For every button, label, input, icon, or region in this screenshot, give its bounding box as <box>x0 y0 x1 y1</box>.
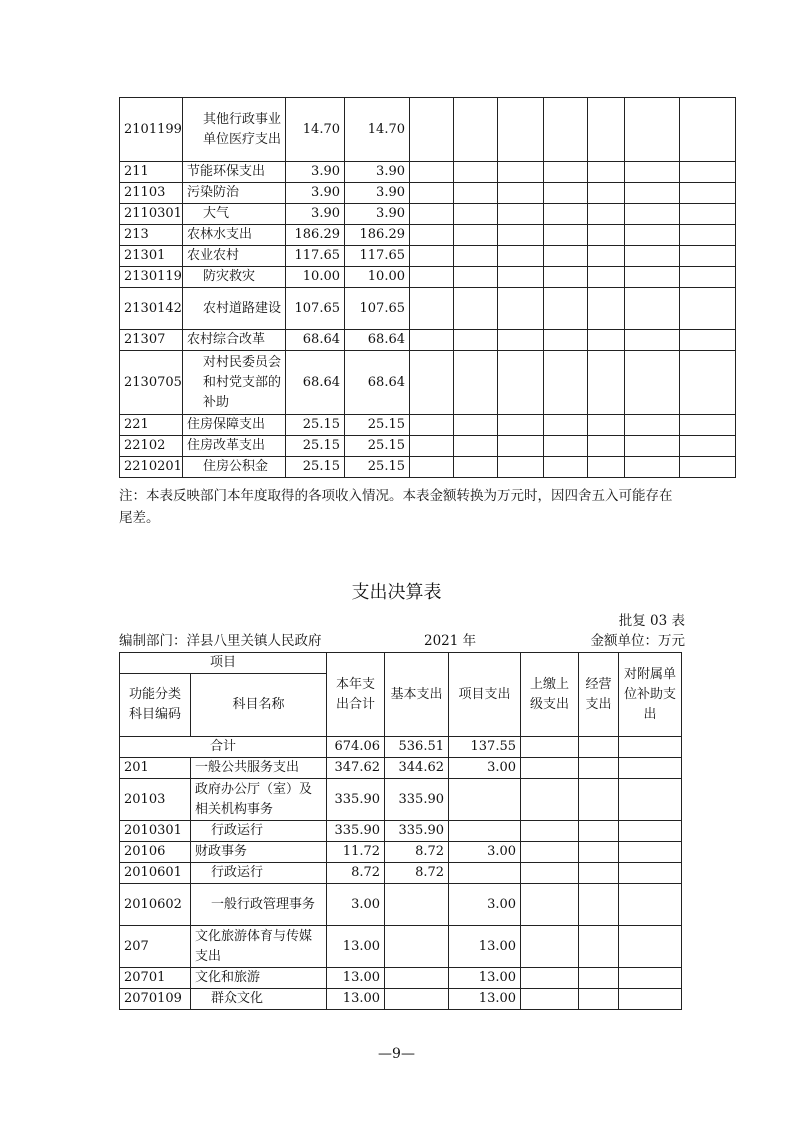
table-row <box>120 436 736 457</box>
cell-empty <box>680 98 736 162</box>
cell-name: 污染防治 <box>183 183 286 204</box>
cell-b: 107.65 <box>345 288 410 330</box>
cell-code: 2130142 <box>120 288 183 330</box>
cell-empty <box>619 758 682 779</box>
cell-code: 2101199 <box>120 98 183 162</box>
total-c1: 674.06 <box>327 737 385 758</box>
cell-b: 3.90 <box>345 204 410 225</box>
cell-empty <box>544 436 588 457</box>
table-row <box>120 204 736 225</box>
cell-c3: 3.00 <box>449 758 521 779</box>
table-row <box>120 267 736 288</box>
cell-name: 农林水支出 <box>183 225 286 246</box>
cell-empty <box>588 436 625 457</box>
cell-name: 防灾救灾 <box>183 267 286 288</box>
cell-empty <box>454 288 498 330</box>
cell-c2 <box>385 926 449 968</box>
cell-empty <box>619 968 682 989</box>
cell-a: 14.70 <box>286 98 345 162</box>
cell-empty <box>579 926 619 968</box>
page-number: —9— <box>378 1046 415 1062</box>
cell-empty <box>498 162 544 183</box>
cell-empty <box>588 204 625 225</box>
cell-empty <box>544 98 588 162</box>
cell-empty <box>410 98 454 162</box>
total-c3: 137.55 <box>449 737 521 758</box>
cell-c3 <box>449 863 521 884</box>
cell-c1: 335.90 <box>327 779 385 821</box>
cell-code: 211 <box>120 162 183 183</box>
cell-c2 <box>385 989 449 1010</box>
cell-code: 207 <box>120 926 191 968</box>
table-row <box>120 415 736 436</box>
header-total-expense: 本年支出合计 <box>327 653 385 737</box>
cell-empty <box>521 758 579 779</box>
cell-empty <box>410 267 454 288</box>
cell-empty <box>680 288 736 330</box>
cell-empty <box>410 436 454 457</box>
cell-empty <box>521 842 579 863</box>
cell-name: 住房改革支出 <box>183 436 286 457</box>
cell-empty <box>498 288 544 330</box>
cell-empty <box>498 436 544 457</box>
table-row <box>120 457 736 478</box>
cell-a: 10.00 <box>286 267 345 288</box>
cell-empty <box>544 225 588 246</box>
cell-b: 68.64 <box>345 351 410 415</box>
cell-empty <box>454 267 498 288</box>
cell-empty <box>625 457 680 478</box>
cell-empty <box>619 884 682 926</box>
header-subsidy-expense: 对附属单位补助支出 <box>619 653 682 737</box>
table-row <box>120 968 682 989</box>
cell-code: 2130119 <box>120 267 183 288</box>
cell-empty <box>579 884 619 926</box>
cell-name: 行政运行 <box>191 821 327 842</box>
total-row <box>120 737 682 758</box>
cell-a: 107.65 <box>286 288 345 330</box>
cell-a: 3.90 <box>286 162 345 183</box>
cell-empty <box>619 821 682 842</box>
cell-empty <box>498 183 544 204</box>
cell-c1: 347.62 <box>327 758 385 779</box>
cell-c3: 3.00 <box>449 842 521 863</box>
cell-code: 2210201 <box>120 457 183 478</box>
table-row <box>120 246 736 267</box>
cell-name: 住房公积金 <box>183 457 286 478</box>
cell-b: 25.15 <box>345 457 410 478</box>
cell-code: 21307 <box>120 330 183 351</box>
cell-empty <box>498 267 544 288</box>
cell-empty <box>454 204 498 225</box>
cell-empty <box>498 204 544 225</box>
cell-name: 节能环保支出 <box>183 162 286 183</box>
cell-empty <box>625 204 680 225</box>
table-row <box>120 288 736 330</box>
cell-empty <box>625 225 680 246</box>
unit-label: 金额单位：万元 <box>590 633 685 649</box>
cell-code: 22102 <box>120 436 183 457</box>
cell-empty <box>498 225 544 246</box>
cell-c2 <box>385 968 449 989</box>
cell-empty <box>680 267 736 288</box>
cell-empty <box>410 288 454 330</box>
cell-empty <box>588 457 625 478</box>
cell-a: 25.15 <box>286 415 345 436</box>
cell-b: 117.65 <box>345 246 410 267</box>
cell-empty <box>498 415 544 436</box>
cell-empty <box>588 267 625 288</box>
cell-empty <box>579 779 619 821</box>
cell-empty <box>410 204 454 225</box>
cell-empty <box>454 246 498 267</box>
cell-empty <box>544 415 588 436</box>
cell-empty <box>454 330 498 351</box>
cell-b: 25.15 <box>345 436 410 457</box>
cell-empty <box>544 246 588 267</box>
cell-empty <box>680 225 736 246</box>
cell-c1: 8.72 <box>327 863 385 884</box>
cell-empty <box>454 98 498 162</box>
cell-empty <box>498 457 544 478</box>
cell-empty <box>579 758 619 779</box>
total-label: 合计 <box>120 737 327 758</box>
cell-code: 21301 <box>120 246 183 267</box>
table-row <box>120 330 736 351</box>
header-remit-expense: 上缴上级支出 <box>521 653 579 737</box>
cell-empty <box>625 183 680 204</box>
cell-empty <box>498 246 544 267</box>
cell-empty <box>410 225 454 246</box>
cell-empty <box>588 330 625 351</box>
cell-name: 其他行政事业单位医疗支出 <box>183 98 286 162</box>
cell-empty <box>410 183 454 204</box>
table-row <box>120 989 682 1010</box>
cell-empty <box>625 330 680 351</box>
year-label: 2021 年 <box>424 633 477 649</box>
cell-a: 25.15 <box>286 436 345 457</box>
cell-empty <box>619 989 682 1010</box>
cell-empty <box>680 246 736 267</box>
header-business-expense: 经营支出 <box>579 653 619 737</box>
cell-empty <box>619 779 682 821</box>
cell-b: 3.90 <box>345 162 410 183</box>
cell-c1: 335.90 <box>327 821 385 842</box>
cell-name: 文化和旅游 <box>191 968 327 989</box>
cell-empty <box>410 457 454 478</box>
cell-code: 2010301 <box>120 821 191 842</box>
cell-empty <box>498 330 544 351</box>
cell-empty <box>625 288 680 330</box>
cell-b: 10.00 <box>345 267 410 288</box>
cell-code: 221 <box>120 415 183 436</box>
cell-name: 政府办公厅（室）及相关机构事务 <box>191 779 327 821</box>
cell-c3: 3.00 <box>449 884 521 926</box>
cell-empty <box>588 183 625 204</box>
cell-empty <box>544 288 588 330</box>
cell-empty <box>579 863 619 884</box>
cell-a: 68.64 <box>286 351 345 415</box>
cell-name: 大气 <box>183 204 286 225</box>
cell-empty <box>410 415 454 436</box>
cell-code: 2010601 <box>120 863 191 884</box>
cell-empty <box>521 884 579 926</box>
cell-empty <box>521 989 579 1010</box>
cell-c2: 335.90 <box>385 821 449 842</box>
cell-empty <box>619 863 682 884</box>
cell-a: 3.90 <box>286 204 345 225</box>
cell-code: 213 <box>120 225 183 246</box>
cell-empty <box>521 926 579 968</box>
header-name: 科目名称 <box>191 674 327 737</box>
cell-a: 186.29 <box>286 225 345 246</box>
cell-empty <box>680 457 736 478</box>
cell-empty <box>588 288 625 330</box>
cell-empty <box>544 457 588 478</box>
cell-empty <box>521 968 579 989</box>
header-code: 功能分类科目编码 <box>120 674 191 737</box>
cell-code: 2110301 <box>120 204 183 225</box>
cell-a: 3.90 <box>286 183 345 204</box>
table-row <box>120 183 736 204</box>
cell-a: 68.64 <box>286 330 345 351</box>
cell-c3 <box>449 821 521 842</box>
header-basic-expense: 基本支出 <box>385 653 449 737</box>
cell-code: 20701 <box>120 968 191 989</box>
cell-empty <box>544 267 588 288</box>
cell-code: 20103 <box>120 779 191 821</box>
cell-c3: 13.00 <box>449 989 521 1010</box>
cell-c2 <box>385 884 449 926</box>
cell-empty <box>544 204 588 225</box>
cell-c2: 344.62 <box>385 758 449 779</box>
table-row <box>120 758 682 779</box>
cell-empty <box>680 415 736 436</box>
cell-empty <box>544 351 588 415</box>
cell-name: 农业农村 <box>183 246 286 267</box>
table-note: 注：本表反映部门本年度取得的各项收入情况。本表金额转换为万元时，因四舍五入可能存在尾差。 <box>119 488 673 526</box>
cell-c1: 13.00 <box>327 926 385 968</box>
cell-empty <box>579 821 619 842</box>
cell-empty <box>521 863 579 884</box>
cell-name: 一般公共服务支出 <box>191 758 327 779</box>
cell-a: 117.65 <box>286 246 345 267</box>
cell-name: 农村道路建设 <box>183 288 286 330</box>
cell-empty <box>625 162 680 183</box>
cell-empty <box>454 183 498 204</box>
cell-empty <box>625 351 680 415</box>
cell-b: 186.29 <box>345 225 410 246</box>
cell-empty <box>588 246 625 267</box>
cell-empty <box>579 842 619 863</box>
cell-code: 20106 <box>120 842 191 863</box>
cell-empty <box>680 204 736 225</box>
cell-empty <box>588 351 625 415</box>
table-row <box>120 842 682 863</box>
table-row <box>120 779 682 821</box>
dept-label: 编制部门：洋县八里关镇人民政府 <box>119 633 322 649</box>
table-row <box>120 351 736 415</box>
cell-empty <box>498 98 544 162</box>
cell-b: 3.90 <box>345 183 410 204</box>
table-row <box>120 884 682 926</box>
cell-empty <box>588 98 625 162</box>
cell-empty <box>454 351 498 415</box>
cell-name: 行政运行 <box>191 863 327 884</box>
cell-empty <box>410 162 454 183</box>
cell-b: 68.64 <box>345 330 410 351</box>
cell-empty <box>680 351 736 415</box>
cell-name: 文化旅游体育与传媒支出 <box>191 926 327 968</box>
total-c2: 536.51 <box>385 737 449 758</box>
header-project-expense: 项目支出 <box>449 653 521 737</box>
cell-empty <box>454 457 498 478</box>
cell-b: 25.15 <box>345 415 410 436</box>
cell-c1: 13.00 <box>327 968 385 989</box>
cell-c2: 8.72 <box>385 863 449 884</box>
cell-empty <box>544 183 588 204</box>
cell-b: 14.70 <box>345 98 410 162</box>
cell-code: 201 <box>120 758 191 779</box>
cell-a: 25.15 <box>286 457 345 478</box>
cell-empty <box>625 246 680 267</box>
cell-empty <box>625 415 680 436</box>
cell-name: 一般行政管理事务 <box>191 884 327 926</box>
cell-c3 <box>449 779 521 821</box>
cell-empty <box>498 351 544 415</box>
cell-c2: 8.72 <box>385 842 449 863</box>
cell-empty <box>625 267 680 288</box>
table-row <box>120 821 682 842</box>
cell-empty <box>680 162 736 183</box>
cell-empty <box>544 330 588 351</box>
expenditure-table <box>119 652 682 1010</box>
cell-empty <box>588 162 625 183</box>
cell-empty <box>680 183 736 204</box>
cell-empty <box>521 779 579 821</box>
cell-name: 财政事务 <box>191 842 327 863</box>
cell-empty <box>454 225 498 246</box>
cell-name: 农村综合改革 <box>183 330 286 351</box>
cell-empty <box>625 98 680 162</box>
cell-empty <box>680 330 736 351</box>
table-row <box>120 225 736 246</box>
cell-empty <box>410 330 454 351</box>
income-table-continued <box>119 97 736 478</box>
cell-empty <box>454 162 498 183</box>
table-row <box>120 162 736 183</box>
cell-empty <box>410 246 454 267</box>
cell-empty <box>454 436 498 457</box>
cell-empty <box>588 415 625 436</box>
cell-c3: 13.00 <box>449 926 521 968</box>
cell-c1: 3.00 <box>327 884 385 926</box>
cell-code: 2130705 <box>120 351 183 415</box>
cell-code: 2070109 <box>120 989 191 1010</box>
cell-empty <box>544 162 588 183</box>
cell-empty <box>579 968 619 989</box>
cell-c2: 335.90 <box>385 779 449 821</box>
cell-empty <box>410 351 454 415</box>
header-item: 项目 <box>120 653 327 674</box>
cell-empty <box>680 436 736 457</box>
page-title: 支出决算表 <box>351 582 442 603</box>
cell-name: 群众文化 <box>191 989 327 1010</box>
cell-empty <box>454 415 498 436</box>
table-row <box>120 863 682 884</box>
cell-empty <box>625 436 680 457</box>
cell-empty <box>521 821 579 842</box>
cell-name: 对村民委员会和村党支部的补助 <box>183 351 286 415</box>
table-row <box>120 926 682 968</box>
cell-name: 住房保障支出 <box>183 415 286 436</box>
cell-empty <box>619 926 682 968</box>
cell-c1: 13.00 <box>327 989 385 1010</box>
cell-empty <box>588 225 625 246</box>
cell-c3: 13.00 <box>449 968 521 989</box>
cell-empty <box>619 842 682 863</box>
cell-c1: 11.72 <box>327 842 385 863</box>
cell-code: 2010602 <box>120 884 191 926</box>
cell-code: 21103 <box>120 183 183 204</box>
approval-label: 批复 03 表 <box>618 613 685 629</box>
cell-empty <box>579 989 619 1010</box>
table-row <box>120 98 736 162</box>
